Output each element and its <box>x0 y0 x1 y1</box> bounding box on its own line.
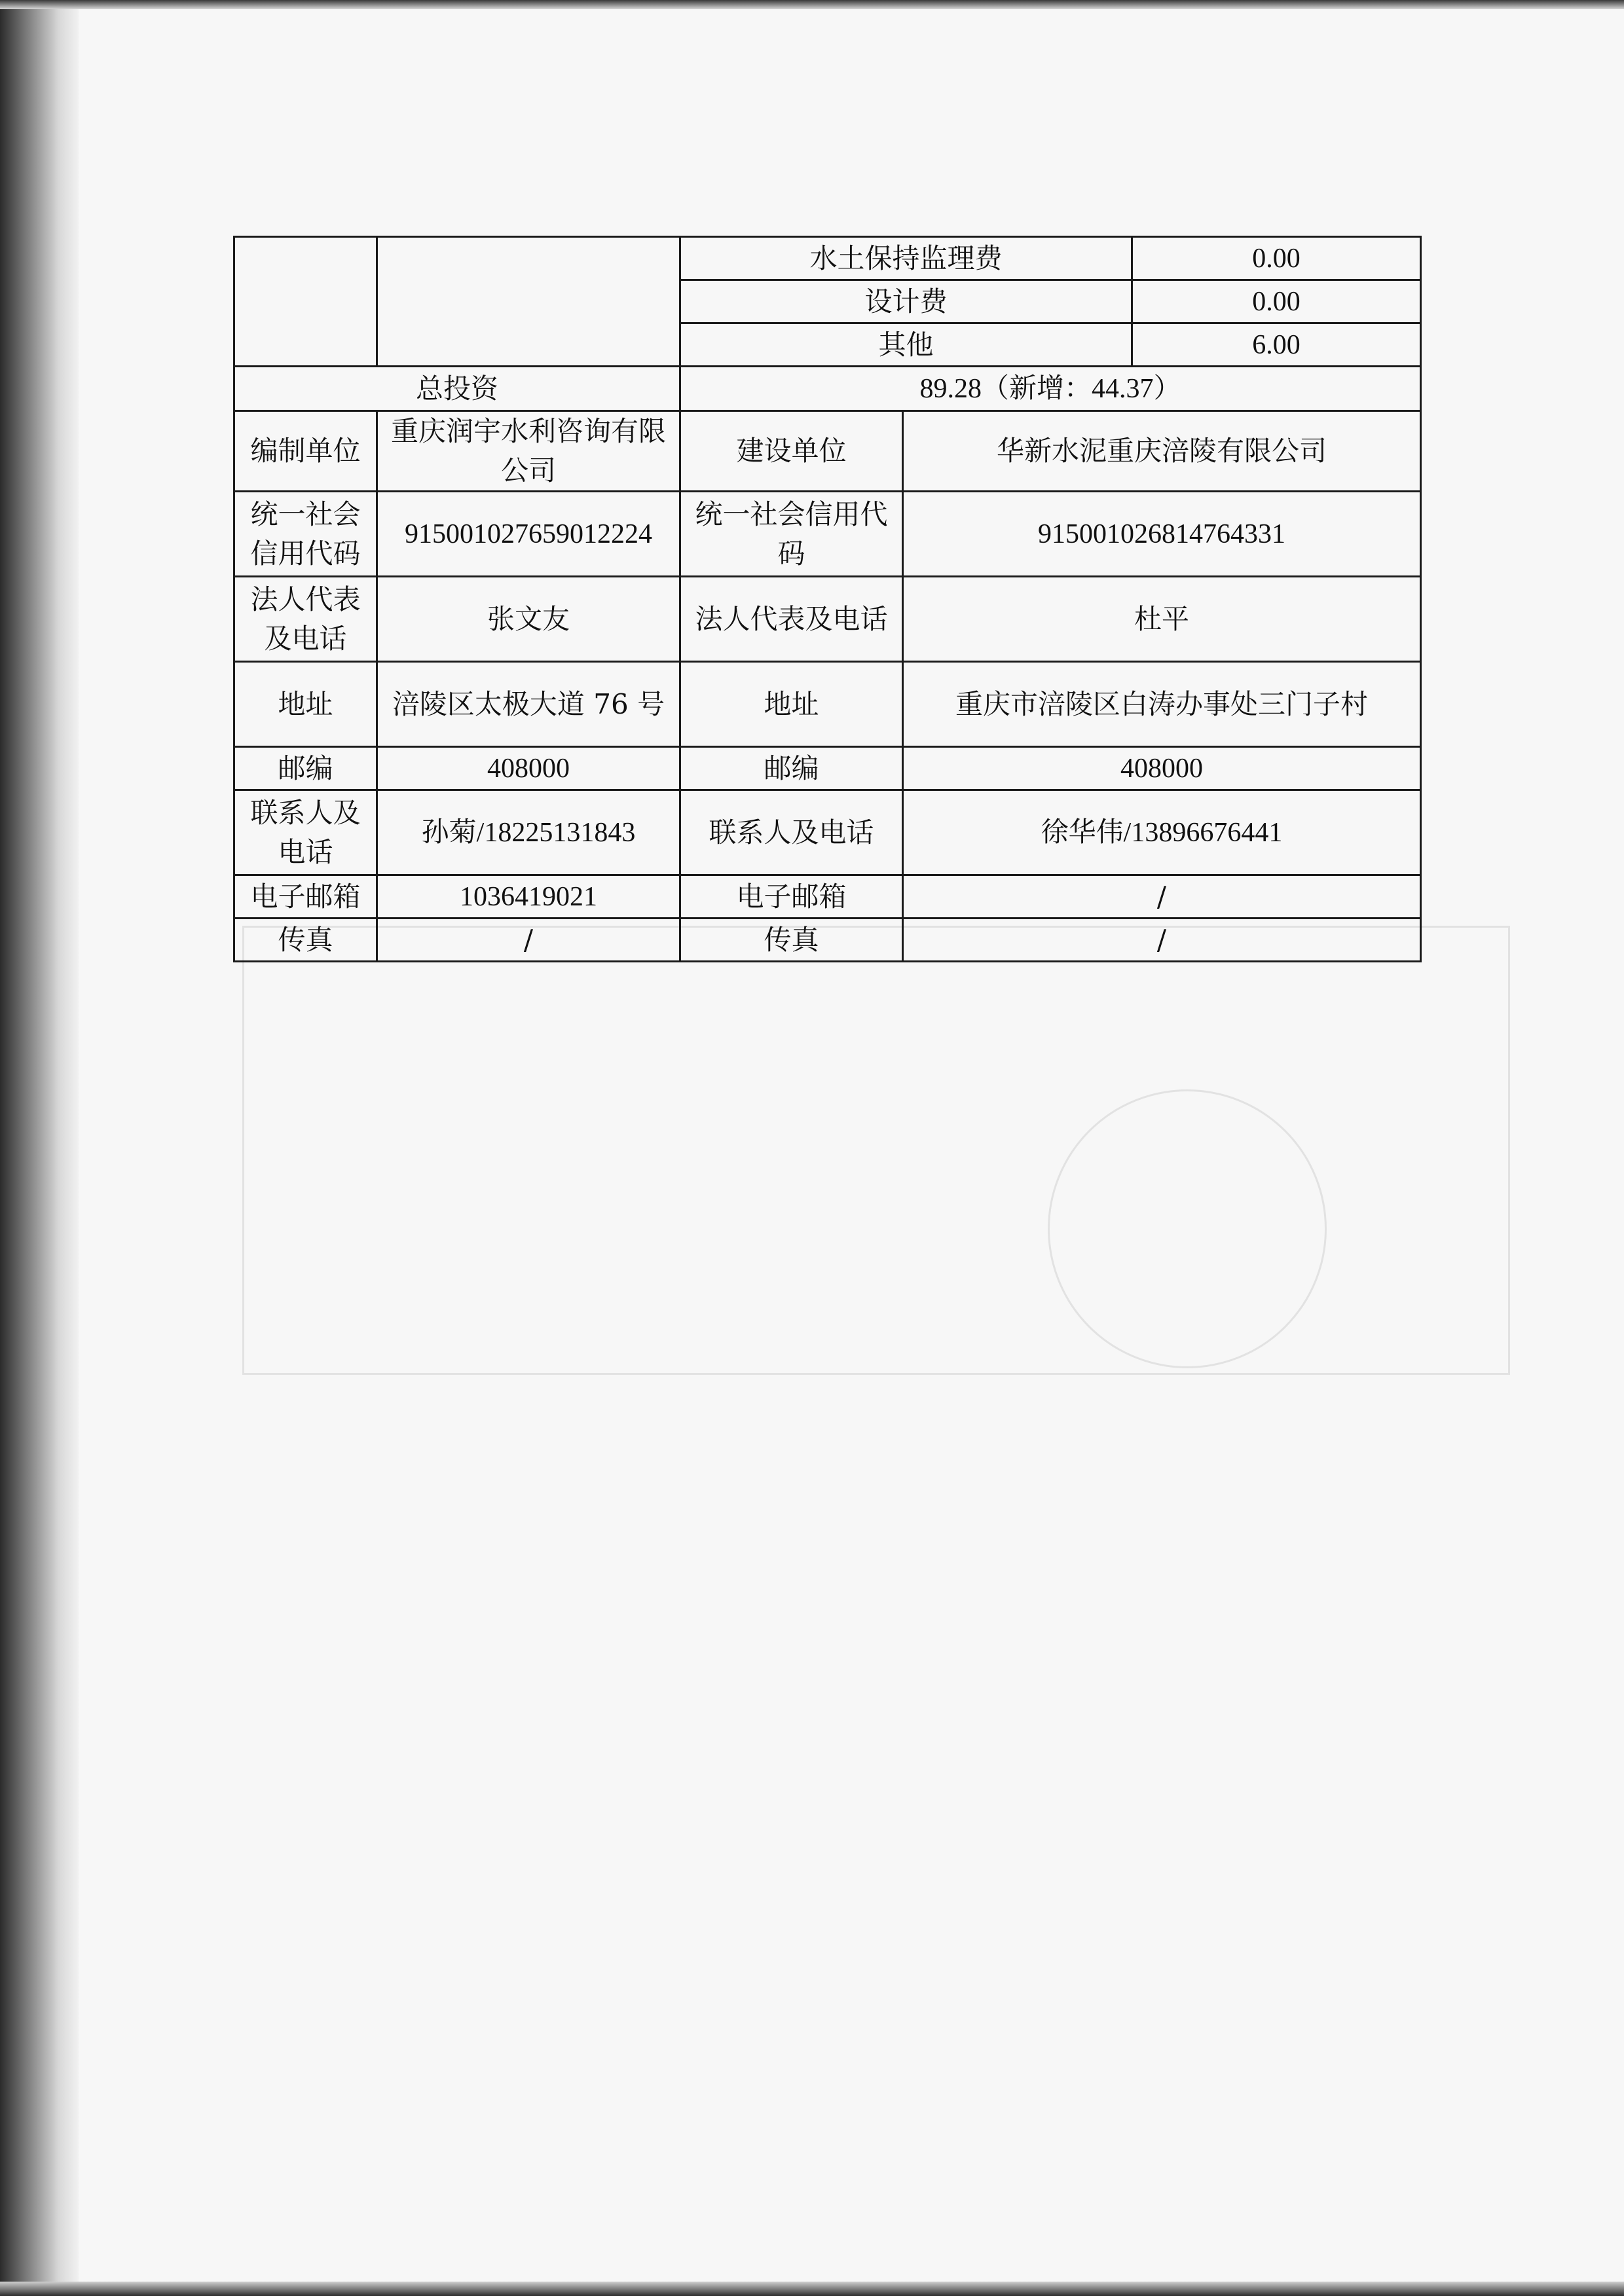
row-value: 孙菊/18225131843 <box>377 790 680 875</box>
row-value: 408000 <box>903 747 1421 790</box>
bleed-through-box <box>242 926 1510 1375</box>
row-value: 408000 <box>377 747 680 790</box>
row-label: 编制单位 <box>234 411 377 492</box>
row-value: 重庆市涪陵区白涛办事处三门子村 <box>903 662 1421 747</box>
scan-edge-bottom <box>0 2282 1624 2296</box>
cost-value: 0.00 <box>1132 237 1421 280</box>
total-investment-label: 总投资 <box>234 367 680 411</box>
scan-edge-top <box>0 0 1624 9</box>
row-label: 传真 <box>680 919 903 962</box>
row-label: 联系人及电话 <box>680 790 903 875</box>
binding-shadow <box>0 0 79 2296</box>
row-label: 邮编 <box>234 747 377 790</box>
row-label: 法人代表及电话 <box>234 577 377 662</box>
row-value: / <box>903 919 1421 962</box>
blank-cell <box>377 237 680 367</box>
project-info-table <box>233 236 1422 962</box>
row-label: 法人代表及电话 <box>680 577 903 662</box>
row-label: 邮编 <box>680 747 903 790</box>
total-investment-value: 89.28（新增：44.37） <box>680 367 1421 411</box>
row-value: 张文友 <box>377 577 680 662</box>
cost-label: 设计费 <box>680 280 1132 323</box>
row-label: 传真 <box>234 919 377 962</box>
row-value: 915001027659012224 <box>377 492 680 577</box>
row-label: 电子邮箱 <box>234 875 377 919</box>
row-value: 杜平 <box>903 577 1421 662</box>
cost-label: 其他 <box>680 323 1132 367</box>
cost-value: 6.00 <box>1132 323 1421 367</box>
row-value: 重庆润宇水利咨询有限公司 <box>377 411 680 492</box>
row-label: 建设单位 <box>680 411 903 492</box>
row-value: 徐华伟/13896676441 <box>903 790 1421 875</box>
row-value: 涪陵区太极大道 76 号 <box>377 662 680 747</box>
row-label: 联系人及电话 <box>234 790 377 875</box>
bleed-through-stamp <box>1048 1089 1327 1368</box>
row-label: 地址 <box>234 662 377 747</box>
row-label: 地址 <box>680 662 903 747</box>
blank-cell <box>234 237 377 367</box>
row-label: 电子邮箱 <box>680 875 903 919</box>
cost-value: 0.00 <box>1132 280 1421 323</box>
row-value: 华新水泥重庆涪陵有限公司 <box>903 411 1421 492</box>
row-value: 1036419021 <box>377 875 680 919</box>
cost-label: 水土保持监理费 <box>680 237 1132 280</box>
row-label: 统一社会信用代码 <box>234 492 377 577</box>
row-value: / <box>903 875 1421 919</box>
row-value: 915001026814764331 <box>903 492 1421 577</box>
row-value: / <box>377 919 680 962</box>
row-label: 统一社会信用代码 <box>680 492 903 577</box>
